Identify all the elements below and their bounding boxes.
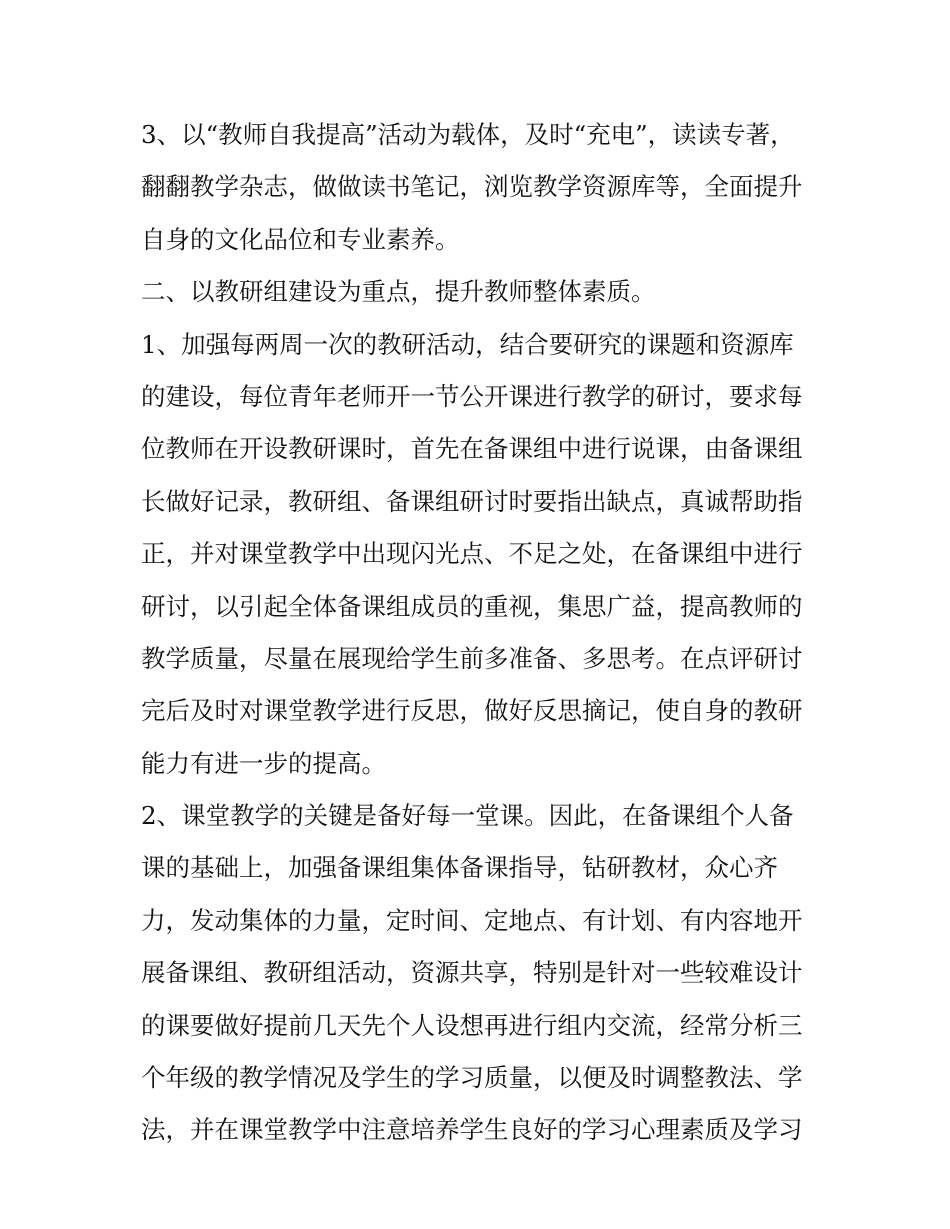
text-line: 1、加强每两周一次的教研活动，结合要研究的课题和资源库 [141,329,794,359]
text-line: 自身的文化品位和专业素养。 [141,224,460,254]
text-line: 法，并在课堂教学中注意培养学生良好的学习心理素质及学习 [141,1115,803,1145]
text-line: 3、以“教师自我提高”活动为载体，及时“充电”，读读专著， [141,120,795,149]
text-line: 教学质量，尽量在展现给学生前多准备、多思考。在点评研讨 [141,643,803,673]
document-body [141,109,816,1157]
text-line: 长做好记录，教研组、备课组研讨时要指出缺点，真诚帮助指 [141,486,803,516]
text-line: 个年级的教学情况及学生的学习质量，以便及时调整教法、学 [141,1063,803,1093]
text-line: 正，并对课堂教学中出现闪光点、不足之处，在备课组中进行 [141,539,803,569]
text-line: 的建设，每位青年老师开一节公开课进行教学的研讨，要求每 [141,381,803,411]
text-line: 能力有进一步的提高。 [141,748,386,778]
text-line: 研讨，以引起全体备课组成员的重视，集思广益，提高教师的 [141,591,803,621]
text-line: 力，发动集体的力量，定时间、定地点、有计划、有内容地开 [141,905,803,935]
text-line: 课的基础上，加强备课组集体备课指导，钻研教材，众心齐 [141,853,778,883]
text-line: 的课要做好提前几天先个人设想再进行组内交流，经常分析三 [141,1010,803,1040]
text-line: 完后及时对课堂教学进行反思，做好反思摘记，使自身的教研 [141,696,803,726]
text-line: 展备课组、教研组活动，资源共享，特别是针对一些较难设计 [141,958,803,988]
text-line: 位教师在开设教研课时，首先在备课组中进行说课，由备课组 [141,434,803,464]
text-line: 翻翻教学杂志，做做读书笔记，浏览教学资源库等，全面提升 [141,172,803,202]
text-line: 2、课堂教学的关键是备好每一堂课。因此，在备课组个人备 [141,801,794,831]
section-heading: 二、以教研组建设为重点，提升教师整体素质。 [141,277,656,307]
